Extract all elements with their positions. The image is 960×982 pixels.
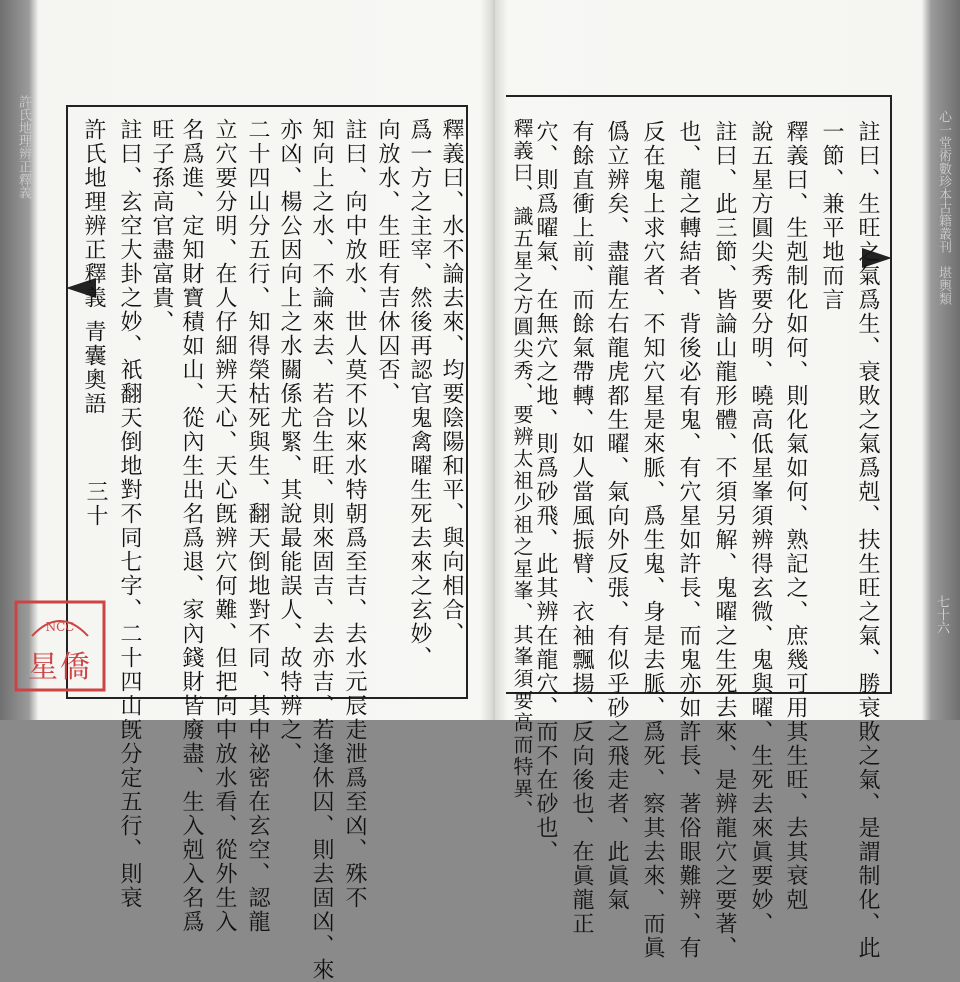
left-page-number: 三十 bbox=[83, 480, 108, 528]
right-column-3: 釋義曰、生剋制化如何、則化氣如何、熟記之、庶幾可用其生旺、去其衰剋 bbox=[783, 120, 808, 912]
left-column-5: 二十四山分五行、知得榮枯死與生、翻天倒地對不同、其中祕密在玄空、認龍 bbox=[245, 118, 270, 934]
left-column-9: 向放水、生旺有吉休囚否、 bbox=[375, 118, 400, 406]
left-edge-title: 許氏地理辨正釋義 bbox=[16, 95, 31, 199]
right-column-6: 也、龍之轉結者、背後必有鬼、有穴星如許長、而鬼亦如許長、著俗眼難辨、有 bbox=[676, 120, 701, 960]
right-column-2: 一節、兼平地而言 bbox=[819, 120, 844, 312]
left-column-8: 註曰、向中放水、世人莫不以來水特朝爲至吉、去水元辰走泄爲至凶、殊不 bbox=[342, 118, 367, 910]
left-column-7: 知向上之水、不論來去、若合生旺、則來固吉、去亦吉、若逢休囚、則去固凶、來 bbox=[309, 118, 334, 982]
right-column-1: 註曰、生旺之氣爲生、衰敗之氣爲剋、扶生旺之氣、勝衰敗之氣、是謂制化、此 bbox=[855, 120, 880, 960]
logo-brand-text: 星僑 bbox=[28, 650, 92, 685]
left-column-4: 立穴要分明、在人仔細辨天心、天心旣辨穴何難、但把向中放水看、從外生入 bbox=[212, 118, 237, 934]
left-column-6: 亦凶、楊公因向上之水關係尤緊、其說最能誤人、故特辨之、 bbox=[277, 118, 302, 766]
right-column-8: 僞立辨矣、盡龍左右龍虎都生曜、氣向外反張、有似乎砂之飛走者、此眞氣 bbox=[604, 120, 629, 912]
right-edge-title: 心一堂術數珍本古籍叢刊 堪輿類 bbox=[936, 110, 951, 305]
left-column-3: 名爲進、定知財寶積如山、從內生出名爲退、家內錢財皆廢盡、生入剋入名爲 bbox=[179, 118, 204, 934]
right-column-7: 反在鬼上求穴者、不知穴星是來脈、爲生鬼、身是去脈、爲死、察其去來、而眞 bbox=[640, 120, 665, 960]
left-column-10: 爲一方之主宰、然後再認官鬼禽曜生死去來之玄妙、 bbox=[407, 118, 432, 670]
right-column-4: 說五星方圓尖秀要分明、曉高低星峯須辨得玄微、鬼與曜、生死去來眞要妙、 bbox=[748, 120, 773, 936]
right-column-9: 有餘直衝上前、而餘氣帶轉、如人當風振臂、衣袖飄揚、反向後也、在眞龍正 bbox=[569, 120, 594, 936]
left-column-1: 註曰、玄空大卦之妙、祇翻天倒地對不同七字、二十四山旣分定五行、則衰 bbox=[117, 118, 142, 910]
logo-ncc-text: NCC bbox=[45, 620, 75, 634]
right-column-5: 註曰、此三節、皆論山龍形體、不須另解、鬼曜之生死去來、是辨龍穴之要著、 bbox=[712, 120, 737, 960]
right-column-11: 釋義曰、識五星之方圓尖秀、要辨太祖少祖之星峯、其峯須要高而特異、 bbox=[510, 118, 534, 822]
left-column-11: 釋義曰、水不論去來、均要陰陽和平、與向相合、 bbox=[439, 118, 464, 646]
right-column-10: 穴、則爲曜氣、在無穴之地、則爲砂飛、此其辨在龍穴、而不在砂也、 bbox=[533, 120, 558, 864]
left-column-2: 旺子孫高官盡富貴、 bbox=[149, 118, 174, 334]
right-edge-page-number: 七十六 bbox=[934, 595, 949, 634]
book-gutter bbox=[480, 0, 508, 720]
left-header-sub: 青囊奧語 bbox=[81, 320, 106, 416]
left-header-title: 許氏地理辨正釋義 bbox=[81, 118, 106, 310]
ncc-logo bbox=[14, 600, 106, 692]
